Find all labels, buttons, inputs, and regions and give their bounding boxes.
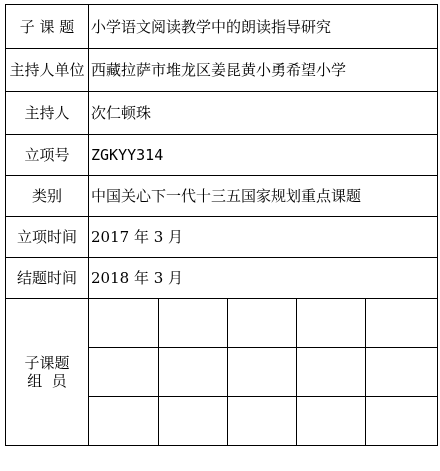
row-project-no — [6, 135, 438, 176]
member-cell — [297, 348, 366, 397]
category-label: 类别 — [6, 176, 89, 217]
category-value: 中国关心下一代十三五国家规划重点课题 — [89, 176, 438, 217]
row-host — [6, 92, 438, 135]
row-members-1 — [6, 299, 438, 348]
project-no-label: 立项号 — [6, 135, 89, 176]
members-label-line2: 组 员 — [27, 372, 67, 390]
host-label: 主持人 — [6, 92, 89, 135]
approval-time-label: 立项时间 — [6, 217, 89, 258]
host-unit-value: 西藏拉萨市堆龙区姜昆黄小勇希望小学 — [89, 49, 438, 92]
members-label-line1: 子课题 — [24, 354, 70, 372]
member-cell — [159, 397, 228, 446]
row-host-unit — [6, 49, 438, 92]
completion-time-value: 2018 年 3 月 — [89, 258, 438, 299]
member-cell — [89, 299, 159, 348]
project-no-value: ZGKYY314 — [89, 135, 438, 176]
row-completion-time — [6, 258, 438, 299]
member-cell — [366, 299, 438, 348]
topic-label: 子 课 题 — [6, 5, 89, 49]
project-info-table — [5, 4, 438, 446]
member-cell — [89, 397, 159, 446]
member-cell — [228, 397, 297, 446]
member-cell — [297, 299, 366, 348]
member-cell — [228, 299, 297, 348]
topic-value: 小学语文阅读教学中的朗读指导研究 — [89, 5, 438, 49]
member-cell — [159, 299, 228, 348]
row-approval-time — [6, 217, 438, 258]
member-cell — [159, 348, 228, 397]
member-cell — [89, 348, 159, 397]
row-topic — [6, 5, 438, 49]
member-cell — [366, 397, 438, 446]
members-label — [6, 299, 89, 446]
member-cell — [297, 397, 366, 446]
member-cell — [366, 348, 438, 397]
completion-time-label: 结题时间 — [6, 258, 89, 299]
host-value: 次仁顿珠 — [89, 92, 438, 135]
host-unit-label: 主持人单位 — [6, 49, 89, 92]
row-category — [6, 176, 438, 217]
member-cell — [228, 348, 297, 397]
approval-time-value: 2017 年 3 月 — [89, 217, 438, 258]
